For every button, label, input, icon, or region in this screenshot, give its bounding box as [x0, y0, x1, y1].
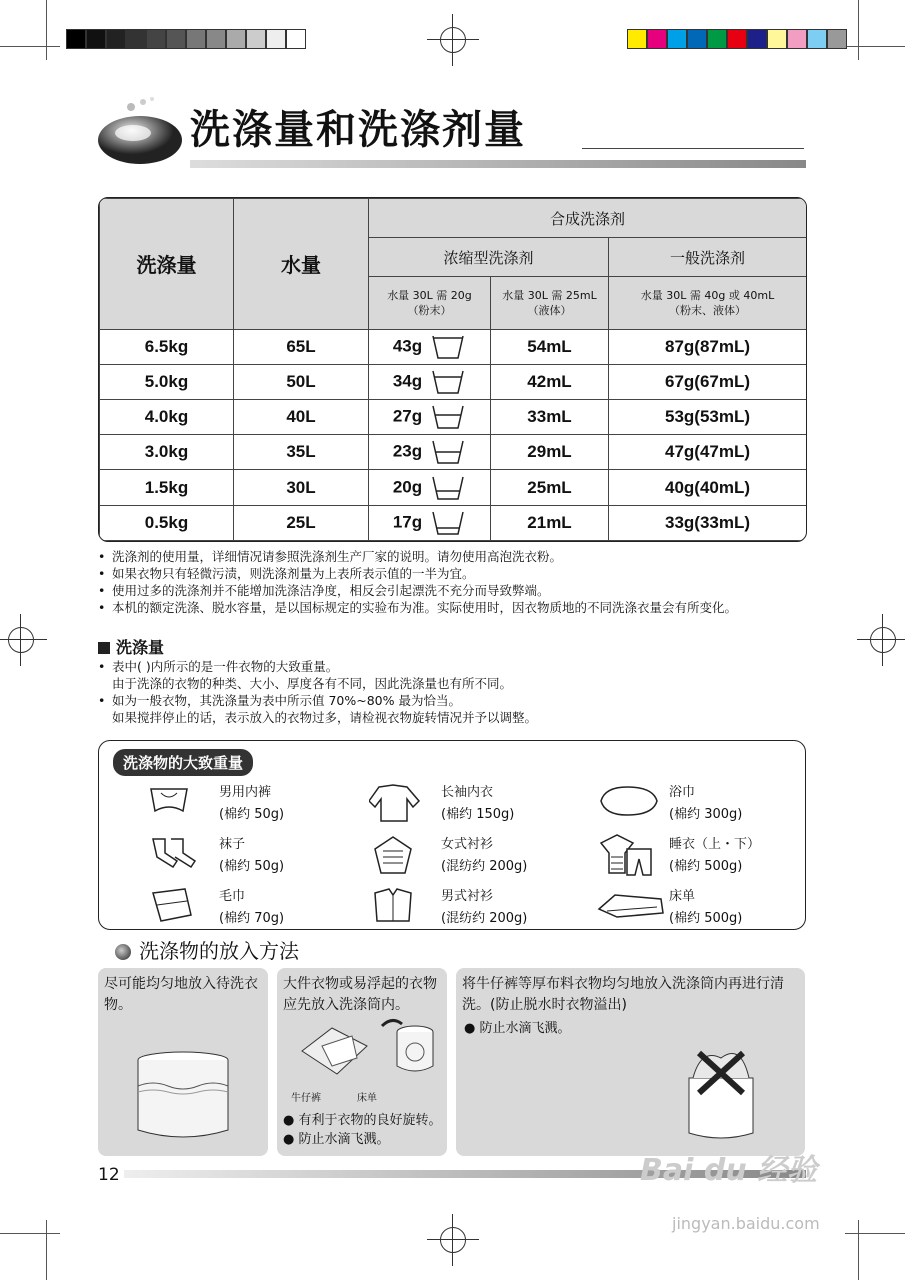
table-row — [100, 505, 807, 540]
overfilled-tub-icon — [681, 1038, 761, 1143]
watermark-url: jingyan.baidu.com — [672, 1214, 820, 1233]
powder-amount: 43g — [392, 336, 423, 356]
measuring-cup-icon — [430, 369, 466, 395]
cell-general: 40g(40mL) — [609, 470, 807, 505]
title-rule — [582, 148, 804, 149]
measuring-cup-icon — [430, 439, 466, 465]
measuring-cup-icon — [430, 334, 466, 360]
page-number: 12 — [98, 1165, 120, 1185]
note-item: • 本机的额定洗涤、脱水容量，是以国标规定的实验布为准。实际使用时，因衣物质地的不同洗涤衣量会有所变化。 — [98, 599, 808, 616]
table-row — [100, 329, 807, 364]
note-item: • 表中( )内所示的是一件衣物的大致重量。 — [98, 658, 798, 675]
weight-item-value: (棉约 300g) — [669, 807, 743, 822]
cell-load: 6.5kg — [100, 329, 234, 364]
powder-amount: 23g — [392, 441, 423, 461]
longsleeve-icon — [369, 781, 439, 825]
weight-item — [147, 885, 377, 935]
cell-general: 67g(67mL) — [609, 364, 807, 399]
cell-load: 1.5kg — [100, 470, 234, 505]
cell-powder — [369, 435, 491, 470]
cell-water: 40L — [234, 400, 369, 435]
cell-liquid: 42mL — [491, 364, 609, 399]
loading-title: 洗涤物的放入方法 — [115, 935, 299, 964]
grayscale-bar — [66, 29, 306, 49]
cell-water: 65L — [234, 329, 369, 364]
weight-item-value: (混纺约 200g) — [441, 859, 528, 874]
sheet-label: 床单 — [357, 1093, 377, 1104]
jeans-sheet-icon — [297, 1016, 437, 1086]
cell-liquid: 25mL — [491, 470, 609, 505]
table-row — [100, 364, 807, 399]
weight-item — [369, 833, 599, 883]
weight-item-value: (棉约 500g) — [669, 859, 743, 874]
cell-water: 25L — [234, 505, 369, 540]
note-continuation: 由于洗涤的衣物的种类、大小、厚度各有不同，因此洗涤量也有所不同。 — [112, 676, 513, 691]
weight-item-name: 袜子 — [219, 837, 246, 852]
cell-water: 30L — [234, 470, 369, 505]
cell-powder — [369, 329, 491, 364]
detergent-table — [98, 197, 807, 542]
header-detergent: 合成洗涤剂 — [369, 199, 807, 238]
crop-mark — [845, 46, 905, 47]
weight-item — [147, 833, 377, 883]
cell-load: 0.5kg — [100, 505, 234, 540]
panel-text: 尽可能均匀地放入待洗衣物。 — [104, 976, 258, 1013]
weight-item — [147, 781, 377, 831]
notes-list — [98, 548, 808, 616]
weight-item-name: 男式衬衫 — [441, 889, 494, 904]
crop-mark — [0, 1233, 60, 1234]
bullet-dot-icon — [115, 944, 131, 960]
panel-text: 大件衣物或易浮起的衣物应先放入洗涤筒内。 — [283, 976, 437, 1013]
cell-general: 53g(53mL) — [609, 400, 807, 435]
section-heading: 洗涤量 — [98, 635, 164, 658]
cell-liquid: 33mL — [491, 400, 609, 435]
crop-mark — [858, 1220, 859, 1280]
cell-liquid: 21mL — [491, 505, 609, 540]
crop-mark — [0, 46, 60, 47]
cell-load: 3.0kg — [100, 435, 234, 470]
socks-icon — [147, 833, 217, 877]
watermark-logo: Bai du 经验 — [640, 1153, 818, 1188]
weights-label: 洗涤物的大致重量 — [113, 749, 253, 776]
header-water: 水量 — [234, 199, 369, 330]
weight-item-name: 男用内裤 — [219, 785, 272, 800]
measuring-cup-icon — [430, 404, 466, 430]
weight-item-value: (混纺约 200g) — [441, 911, 528, 926]
note-item: • 如果衣物只有轻微污渍，则洗涤剂量为上表所表示值的一半为宜。 — [98, 565, 808, 582]
measuring-cup-icon — [430, 475, 466, 501]
cell-powder — [369, 505, 491, 540]
crosshair-mark — [440, 1227, 466, 1253]
powder-amount: 27g — [392, 406, 423, 426]
weight-item-value: (棉约 500g) — [669, 911, 743, 926]
crop-mark — [845, 1233, 905, 1234]
tub-icon — [133, 1048, 233, 1143]
underwear-icon — [147, 781, 217, 825]
jeans-label: 牛仔裤 — [291, 1093, 321, 1104]
measuring-cup-icon — [430, 510, 466, 536]
weight-item-name: 长袖内衣 — [441, 785, 494, 800]
weight-item — [597, 781, 827, 831]
header-load: 洗涤量 — [100, 199, 234, 330]
note-item: • 洗涤剂的使用量，详细情况请参照洗涤剂生产厂家的说明。请勿使用高泡洗衣粉。 — [98, 548, 808, 565]
panel-bullet: ● 防止水滴飞溅。 — [283, 1132, 390, 1147]
weight-item-value: (棉约 150g) — [441, 807, 515, 822]
pajamas-icon — [597, 833, 667, 877]
cell-powder — [369, 470, 491, 505]
weight-item — [369, 885, 599, 935]
header-sub-general: 水量 30L 需 40g 或 40mL （粉末、液体） — [609, 277, 807, 329]
cell-liquid: 29mL — [491, 435, 609, 470]
cell-water: 50L — [234, 364, 369, 399]
bath-towel-icon — [597, 781, 667, 825]
powder-amount: 34g — [392, 371, 423, 391]
loading-panel-2 — [277, 968, 447, 1156]
cell-load: 5.0kg — [100, 364, 234, 399]
powder-amount: 17g — [392, 512, 423, 532]
weight-item — [597, 833, 827, 883]
header-general: 一般洗涤剂 — [609, 238, 807, 277]
weight-item-name: 睡衣（上・下） — [669, 837, 761, 852]
color-bar — [627, 29, 847, 49]
panel-text: 将牛仔裤等厚布料衣物均匀地放入洗涤筒内再进行清洗。(防止脱水时衣物溢出) — [462, 976, 784, 1013]
weight-item-name: 浴巾 — [669, 785, 696, 800]
loading-panel-3 — [456, 968, 805, 1156]
weight-item — [369, 781, 599, 831]
table-row — [100, 435, 807, 470]
towel-icon — [147, 885, 217, 929]
crop-mark — [858, 0, 859, 60]
weight-item-name: 女式衬衫 — [441, 837, 494, 852]
note-item: • 使用过多的洗涤剂并不能增加洗涤洁净度，相反会引起漂洗不充分而导致弊端。 — [98, 582, 808, 599]
panel-bullet: ● 防止水滴飞溅。 — [464, 1021, 571, 1036]
loading-panel-1 — [98, 968, 268, 1156]
bedsheet-icon — [597, 885, 667, 929]
weight-item-value: (棉约 50g) — [219, 807, 285, 822]
crosshair-mark — [440, 27, 466, 53]
weight-item-value: (棉约 50g) — [219, 859, 285, 874]
header-sub-liquid: 水量 30L 需 25mL （液体） — [491, 277, 609, 329]
page-title: 洗涤量和洗涤剂量 — [190, 107, 526, 153]
cell-general: 47g(47mL) — [609, 435, 807, 470]
powder-amount: 20g — [392, 477, 423, 497]
weights-box — [98, 740, 806, 930]
header-sub-powder: 水量 30L 需 20g （粉末） — [369, 277, 491, 329]
note-item: • 如为一般衣物，其洗涤量为表中所示值 70%~80% 最为恰当。 — [98, 692, 798, 709]
header-concentrated: 浓缩型洗涤剂 — [369, 238, 609, 277]
weight-item-value: (棉约 70g) — [219, 911, 285, 926]
subnotes — [98, 658, 798, 726]
table-row — [100, 470, 807, 505]
crop-mark — [46, 0, 47, 60]
title-bar — [190, 160, 806, 168]
cell-powder — [369, 364, 491, 399]
crop-mark — [46, 1220, 47, 1280]
table-row — [100, 400, 807, 435]
shirt-icon — [369, 885, 439, 929]
bubble-logo-icon — [95, 95, 190, 167]
note-continuation: 如果搅拌停止的话，表示放入的衣物过多，请检视衣物旋转情况并予以调整。 — [112, 710, 538, 725]
cell-general: 87g(87mL) — [609, 329, 807, 364]
crosshair-mark — [8, 627, 34, 653]
cell-general: 33g(33mL) — [609, 505, 807, 540]
weight-item-name: 床单 — [669, 889, 696, 904]
cell-load: 4.0kg — [100, 400, 234, 435]
blouse-icon — [369, 833, 439, 877]
cell-water: 35L — [234, 435, 369, 470]
crosshair-mark — [870, 627, 896, 653]
weight-item-name: 毛巾 — [219, 889, 246, 904]
cell-powder — [369, 400, 491, 435]
cell-liquid: 54mL — [491, 329, 609, 364]
weight-item — [597, 885, 827, 935]
panel-bullet: ● 有利于衣物的良好旋转。 — [283, 1113, 442, 1128]
